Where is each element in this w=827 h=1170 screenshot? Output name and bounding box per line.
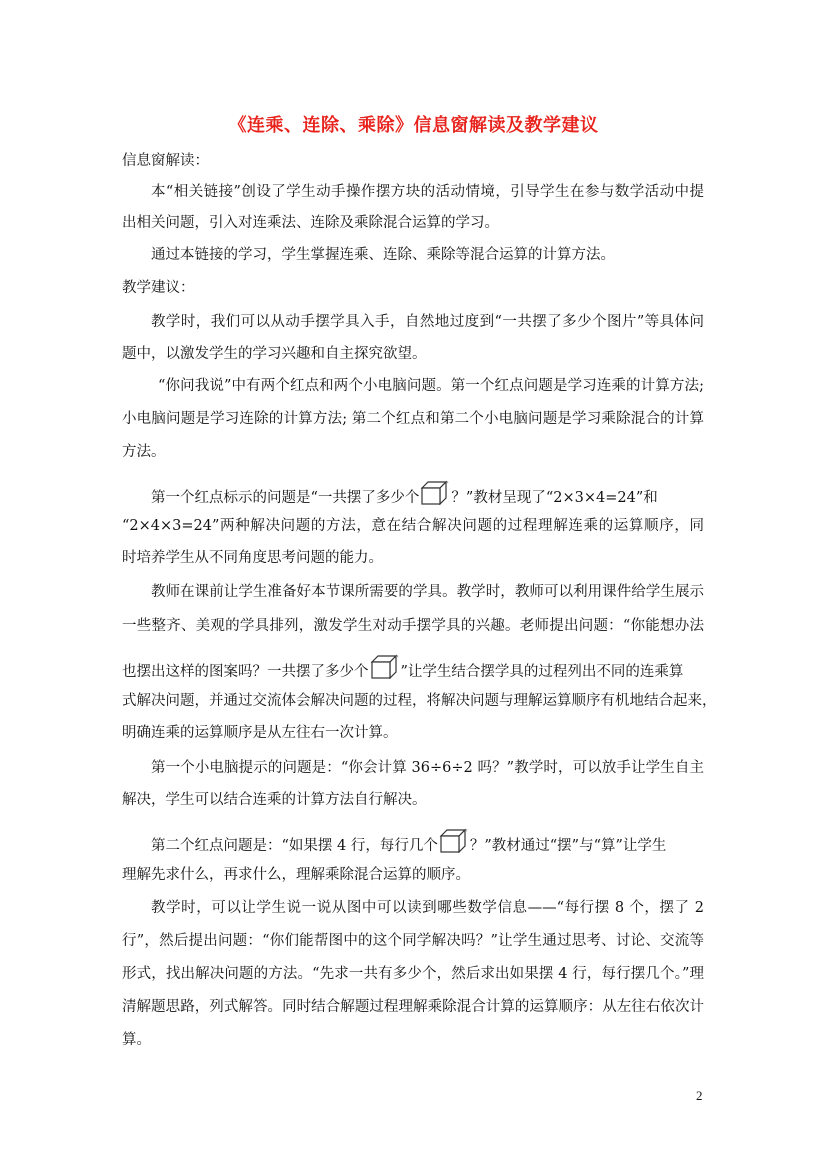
paragraph-4-line-1: “你问我说”中有两个红点和两个小电脑问题。第一个红点问题是学习连乘的计算方法; bbox=[158, 378, 704, 394]
paragraph-5-line-1 bbox=[151, 481, 658, 511]
paragraph-9-line-2: 行”，然后提出问题：“你们能帮图中的这个同学解决吗？”让学生通过思考、讨论、交流等 bbox=[122, 933, 704, 949]
paragraph-8-line-1-end: ？”教材通过“摆”与“算”让学生 bbox=[469, 838, 667, 854]
paragraph-3-line-2: 题中，以激发学生的学习兴趣和自主探究欲望。 bbox=[122, 346, 427, 362]
paragraph-6-line-3-end: ”让学生结合摆学具的过程列出不同的连乘算 bbox=[400, 664, 684, 680]
paragraph-4-line-3: 方法。 bbox=[122, 444, 166, 460]
svg-text:': ' bbox=[396, 655, 399, 662]
cube-icon bbox=[420, 479, 450, 511]
paragraph-5-line-2: “2×4×3=24”两种解决问题的方法，意在结合解决问题的过程理解连乘的运算顺序，同 bbox=[122, 518, 704, 534]
cube-icon bbox=[439, 827, 469, 859]
paragraph-1-line-2: 出相关问题，引入对连乘法、连除及乘除混合运算的学习。 bbox=[122, 215, 499, 231]
svg-text:': ' bbox=[465, 829, 468, 836]
paragraph-1-line-1: 本“相关链接”创设了学生动手操作摆方块的活动情境，引导学生在参与数学活动中提 bbox=[151, 184, 704, 200]
cube-icon bbox=[370, 653, 400, 685]
paragraph-6-line-4: 式解决问题，并通过交流体会解决问题的过程，将解决问题与理解运算顺序有机地结合起来， bbox=[122, 693, 717, 709]
paragraph-9-line-1: 教学时，可以让学生说一说从图中可以读到哪些数学信息——“每行摆 8 个，摆了 2 bbox=[151, 900, 704, 916]
document-title: 《连乘、连除、乘除》信息窗解读及教学建议 bbox=[228, 115, 599, 136]
paragraph-9-line-4: 清解题思路，列式解答。同时结合解题过程理解乘除混合计算的运算顺序：从左往右依次计 bbox=[122, 999, 704, 1015]
paragraph-8-line-2: 理解先求什么，再求什么，理解乘除混合运算的顺序。 bbox=[122, 867, 470, 883]
svg-text:': ' bbox=[447, 481, 450, 488]
paragraph-4-line-2: 小电脑问题是学习连除的计算方法; 第二个红点和第二个小电脑问题是学习乘除混合的计算 bbox=[122, 411, 704, 427]
paragraph-6-line-2: 一些整齐、美观的学具排列，激发学生对动手摆学具的兴趣。老师提出问题：“你能想办法 bbox=[122, 618, 704, 634]
paragraph-6-line-1: 教师在课前让学生准备好本节课所需要的学具。教学时，教师可以利用课件给学生展示 bbox=[151, 584, 704, 600]
paragraph-5-line-3: 时培养学生从不同角度思考问题的能力。 bbox=[122, 550, 383, 566]
paragraph-8-line-1 bbox=[151, 829, 667, 859]
paragraph-5-line-1-end: ？”教材呈现了“2×3×4=24”和 bbox=[451, 490, 658, 506]
paragraph-6-line-5: 明确连乘的运算顺序是从左往右一次计算。 bbox=[122, 725, 398, 741]
heading-info-window: 信息窗解读： bbox=[122, 153, 209, 169]
paragraph-2-line-1: 通过本链接的学习，学生掌握连乘、连除、乘除等混合运算的计算方法。 bbox=[151, 247, 615, 263]
paragraph-9-line-3: 形式，找出解决问题的方法。“先求一共有多少个，然后求出如果摆 4 行，每行摆几个。”理 bbox=[122, 966, 704, 982]
heading-teaching-suggestions: 教学建议： bbox=[122, 280, 195, 296]
paragraph-5-line-1-start: 第一个红点标示的问题是“一共摆了多少个 bbox=[151, 490, 420, 506]
page-number: 2 bbox=[696, 1088, 703, 1103]
paragraph-6-line-3 bbox=[122, 655, 684, 685]
paragraph-3-line-1: 教学时，我们可以从动手摆学具入手，自然地过度到“一共摆了多少个图片”等具体问 bbox=[151, 314, 704, 330]
paragraph-8-line-1-start: 第二个红点问题是：“如果摆 4 行，每行几个 bbox=[151, 838, 438, 854]
paragraph-7-line-2: 解决，学生可以结合连乘的计算方法自行解决。 bbox=[122, 792, 427, 808]
paragraph-9-line-5: 算。 bbox=[122, 1032, 151, 1048]
paragraph-7-line-1: 第一个小电脑提示的问题是：“你会计算 36÷6÷2 吗？”教学时，可以放手让学生自主 bbox=[151, 760, 704, 776]
paragraph-6-line-3-start: 也摆出这样的图案吗？一共摆了多少个 bbox=[122, 664, 369, 680]
